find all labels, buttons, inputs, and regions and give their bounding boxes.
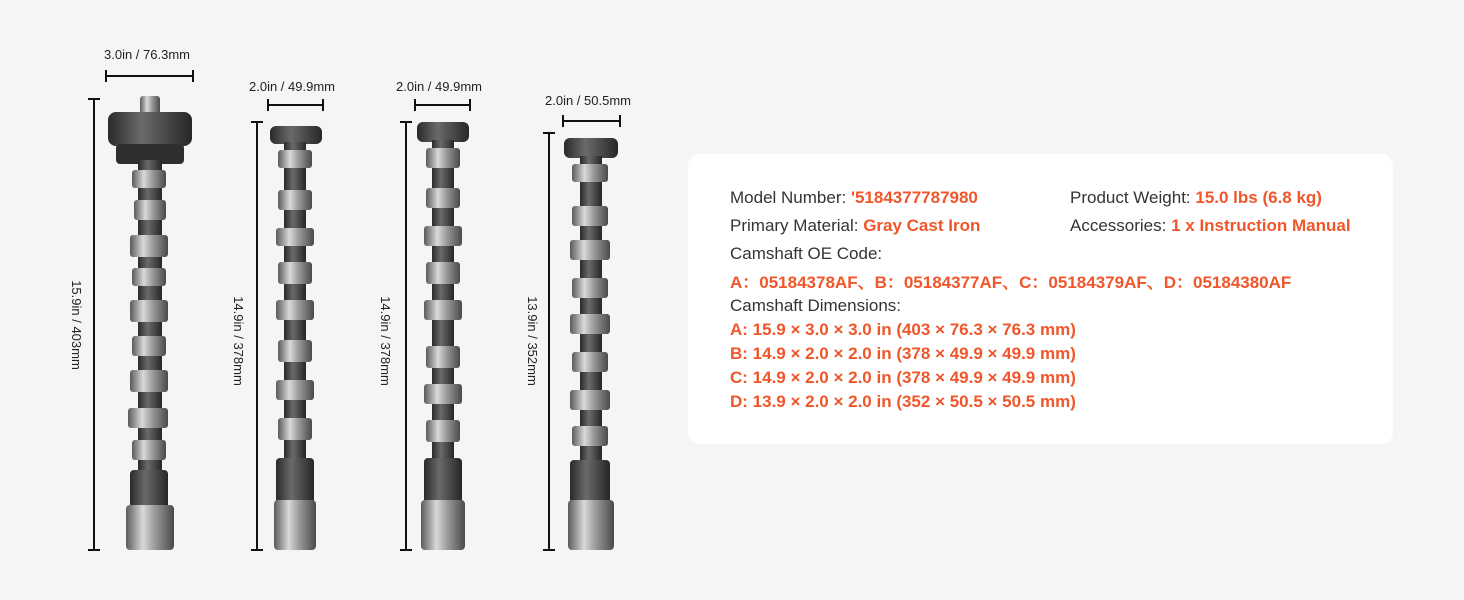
oe-code-label: Camshaft OE Code: [730,244,883,263]
dimension-b: B: 14.9 × 2.0 × 2.0 in (378 × 49.9 × 49.9 mm) [730,344,1076,363]
camshaft-b-length-label: 14.9in / 378mm [231,296,246,386]
camshaft-b-width-label: 2.0in / 49.9mm [249,79,335,94]
camshaft-d-length-label: 13.9in / 352mm [525,296,540,386]
oe-code-value: A：05184378AF、B：05184377AF、C：05184379AF、D：05184380AF [730,273,1292,292]
camshaft-a-image [108,96,192,550]
accessories-label: Accessories: [1070,216,1172,235]
model-number-label: Model Number: [730,188,851,207]
camshaft-d-width-label: 2.0in / 50.5mm [545,93,631,108]
accessories-value: 1 x Instruction Manual [1171,216,1351,235]
primary-material-value: Gray Cast Iron [863,216,981,235]
camshaft-c-length-label: 14.9in / 378mm [378,296,393,386]
spec-card [688,154,1393,444]
product-weight-value: 15.0 lbs (6.8 kg) [1195,188,1322,207]
primary-material-row [730,216,980,236]
camshaft-d-image [564,138,618,550]
camshaft-a-width-label: 3.0in / 76.3mm [104,47,190,62]
product-weight-label: Product Weight: [1070,188,1196,207]
model-number-row [730,188,978,208]
dimension-d: D: 13.9 × 2.0 × 2.0 in (352 × 50.5 × 50.5 mm) [730,392,1076,411]
dimensions-label: Camshaft Dimensions: [730,296,902,315]
camshaft-b-image [270,126,322,550]
camshaft-c-image [417,122,469,550]
dimension-c: C: 14.9 × 2.0 × 2.0 in (378 × 49.9 × 49.9 mm) [730,368,1076,387]
camshaft-c-width-label: 2.0in / 49.9mm [396,79,482,94]
model-number-value: '5184377787980 [850,188,978,207]
product-weight-row [1070,188,1322,208]
accessories-row [1070,216,1351,236]
dimension-a: A: 15.9 × 3.0 × 3.0 in (403 × 76.3 × 76.3 mm) [730,320,1076,339]
camshaft-a-length-label: 15.9in / 403mm [69,280,84,370]
primary-material-label: Primary Material: [730,216,864,235]
